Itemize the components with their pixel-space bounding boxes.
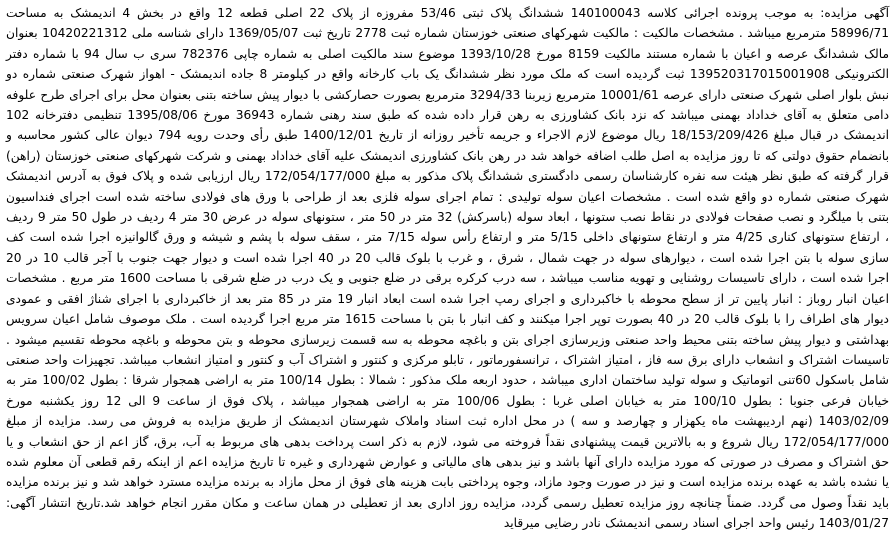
auction-notice-text: آگهی مزایده: به موجب پرونده اجرائی کلاسه 140100043 ششدانگ پلاک ثبتی 53/46 مفروزه از پلاک 22 اصلی قطعه 12 واقع در بخش 4 اندیمشک به مساحت 58996/71 مترمربع میباشد . مشخصات مالکیت : مالکیت شهرکهای صنعتی خوزستان شماره ثبت 2778 تاریخ ثبت 1369/05/07 دارای شناسه ملی 10420221312 بعنوان مالک ششدانگ عرصه و اعیان با شماره مستند مالکیت 8159 مورخ 1393/10/28 موضوع سند مالکیت اصلی به شماره چاپی 782376 سری ب سال 94 با شماره دفتر الکترونیکی 139520317015001908 ثبت گردیده است که ملک مورد نظر ششدانگ یک باب کارخانه واقع در کیلومتر 8 جاده اندیمشک - اهواز شهرک صنعتی شماره دو نبش بلوار اصلی شهرک صنعتی دارای عرصه 10001/61 مترمربع زیربنا 3294/33 مترمربع بصورت حصارکشی با دیوار پیش ساخته بتنی بعنوان محل برای اجرای طرح علوفه دامی متعلق به آقای خداداد بهمنی میباشد که نزد بانک کشاورزی به رهن قرار داده شده که طبق سند رهنی شماره 36943 مورخ 1395/08/06 تنظیمی دفترخانه 102 اندیمشک در قبال مبلغ 18/153/209/426 ریال موضوع لازم الاجراء و جریمه تأخیر روزانه از تاریخ 1400/12/01 طبق رأی وحدت رویه 794 دیوان عالی کشور محاسبه و بانضمام حقوق دولتی که تا روز مزایده به اصل طلب اضافه خواهد شد در رهن بانک کشاورزی اندیمشک علیه آقای خداداد بهمنی و شرکت شهرکهای صنعتی خوزستان (راهن) قرار گرفته که طبق نظر هیئت سه نفره کارشناسان رسمی دادگستری ششدانگ پلاک مذکور به مبلغ 172/054/177/000 ریال ارزیابی شده و پلاک فوق به آدرس اندیمشک شهرک صنعتی شماره دو واقع شده است . مشخصات اعیان سوله تولیدی : تمام اجرای سوله فلزی بعد از طراحی با ورق های فولادی ساخته شده است اجرای فنداسیون بتنی با میلگرد و نصب صفحات فولادی در نقاط نصب ستونها ، ابعاد سوله (باسرکش) 32 متر در 50 متر ، ستونهای سوله در عرض 30 متر 4 ردیف در طول 50 متر 9 ردیف ، ارتفاع ستونهای کناری 4/25 متر و ارتفاع ستونهای داخلی 5/15 متر و ارتفاع رأس سوله 7/15 متر ، سقف سوله با پشم و شیشه و ورق گالوانیزه اجرا شده است کف سازی سوله با بتن اجرا شده است ، دیوارهای سوله در جهت شمال ، شرق ، و غرب با بلوک قالب 20 در 40 اجرا شده است و دیوار جهت جنوب با آجر قالب 10 در 20 اجرا شده است ، دارای تاسیسات روشنایی و تهویه مناسب میباشد ، سه درب کرکره برقی در ضلع جنوبی و یک درب در ضلع شرقی با مساحت 1600 متر مربع . مشخصات اعیان انبار روباز : انبار پایین تر از سطح محوطه با خاکبرداری و اجرای رمپ اجرا شده است ابعاد انبار 19 متر در 85 متر بعد از خاکبرداری با اجرای شناژ افقی و عمودی دیوار های اطراف را با بلوک قالب 20 در 40 بصورت توپر اجرا میکنند و کف انبار با بتن با مساحت 1615 متر مربع اجرا گردیده است . ملک موصوف شامل اعیان سرویس بهداشتی و دیوار پیش ساخته بتنی محیط واحد صنعتی وزیرسازی اجرای بتن و باغچه محوطه به سه قسمت زیرسازی محوطه و بتن محوطه و باغچه محوطه تقسیم میشود . تاسیسات اشتراک و انشعاب دارای برق سه فاز ، امتیاز اشتراک ، ترانسفورماتور ، تابلو مرکزی و کنتور و اشتراک آب و کنتور و امتیاز انشعاب میباشد. تجهیزات واحد صنعتی شامل باسکول 60تنی اتوماتیک و سوله تولید ساختمان اداری میباشد ، حدود اربعه ملک مذکور : شمالا : بطول 100/14 متر به اراضی همجوار شرقا : بطول 100/02 متر به خیابان فرعی جنوبا : بطول 100/10 متر به خیابان اصلی غربا : بطول 100/06 متر به اراضی همجوار میباشد ، پلاک فوق از ساعت 9 الی 12 روز یکشنبه مورخ 1403/02/09 (نهم اردیبهشت ماه یکهزار و چهارصد و سه ) در محل اداره ثبت اسناد واملاک شهرستان اندیمشک از طریق مزایده به فروش می رسد. مزایده از مبلغ 172/054/177/000 ریال شروع و به بالاترین قیمت پیشنهادی نقداً فروخته می شود، لازم به ذکر است پرداخت بدهی های مربوط به آب، برق، گاز اعم از حق انشعاب و یا حق اشتراک و مصرف در صورتی که مورد مزایده دارای آنها باشد و نیز بدهی های مالیاتی و عوارض شهرداری و غیره تا تاریخ مزایده اعم از اینکه رقم قطعی آن معلوم شده یا نشده باشد به عهده برنده مزایده است و نیز در صورت وجود مازاد، وجوه پرداختی بابت هزینه های فوق از محل مازاد به برنده مزایده مسترد خواهد شد و نیز برنده مزایده باید نقداً وصول می گردد. ضمناً چنانچه روز مزایده تعطیل رسمی گردد، مزایده روز اداری بعد از تعطیلی در همان ساعت و مکان مقرر انجام خواهد شد.تاریخ انتشار آگهی: 1403/01/27 رئیس واحد اجرای اسناد رسمی اندیمشک نادر رضایی میرقاید [6,6,890,531]
